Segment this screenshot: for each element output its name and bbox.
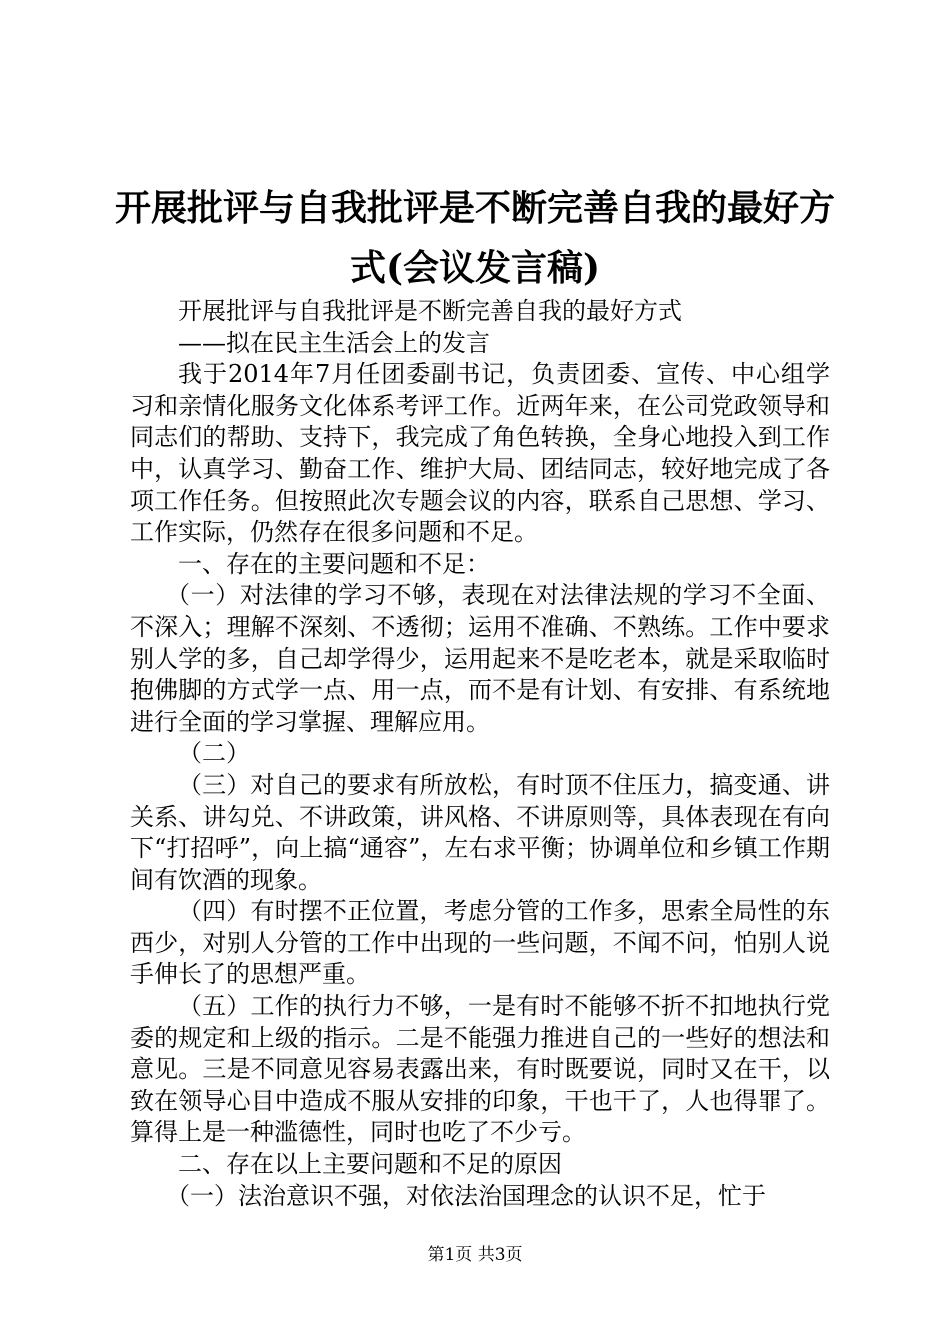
document-body <box>130 296 830 1212</box>
paragraph-intro: 我于2014年7月任团委副书记，负责团委、宣传、中心组学习和亲情化服务文化体系考评工作。近两年来，在公司党政领导和同志们的帮助、支持下，我完成了角色转换，全身心地投入到工作中，认真学习、勤奋工作、维护大局、团结同志，较好地完成了各项工作任务。但按照此次专题会议的内容，联系自己思想、学习、工作实际，仍然存在很多问题和不足。 <box>130 360 830 547</box>
page-footer: 第1页 共3页 <box>427 1245 523 1265</box>
subtitle-line-2: ——拟在民主生活会上的发言 <box>178 328 490 357</box>
section-heading-2: 二、存在以上主要问题和不足的原因 <box>178 1150 562 1179</box>
subtitle-line-1: 开展批评与自我批评是不断完善自我的最好方式 <box>178 297 682 325</box>
paragraph-item-2: （二） <box>178 739 250 768</box>
document-title: 开展批评与自我批评是不断完善自我的最好方式(会议发言稿) <box>114 187 835 289</box>
paragraph-item-3: （三）对自己的要求有所放松，有时顶不住压力，搞变通、讲关系、讲勾兑、不讲政策，讲风格、不讲原则等，具体表现在有向下“打招呼”，向上搞“通容”，左右求平衡；协调单位和乡镇工作期间有饮酒的现象。 <box>130 770 830 894</box>
paragraph-item-1: （一）对法律的学习不够，表现在对法律法规的学习不全面、不深入；理解不深刻、不透彻；运用不准确、不熟练。工作中要求别人学的多，自己却学得少，运用起来不是吃老本，就是采取临时抱佛脚的方式学一点、用一点，而不是有计划、有安排、有系统地进行全面的学习掌握、理解应用。 <box>130 581 830 736</box>
paragraph-item-5: （五）工作的执行力不够，一是有时不能够不折不扣地执行党委的规定和上级的指示。二是不能强力推进自己的一些好的想法和意见。三是不同意见容易表露出来，有时既要说，同时又在干，以致在领导心目中造成不服从安排的印象，干也干了，人也得罪了。算得上是一种滥德性，同时也吃了不少亏。 <box>130 992 830 1147</box>
paragraph-cause-1: （一）法治意识不强，对依法治国理念的认识不足，忙于 <box>166 1181 766 1210</box>
paragraph-item-4: （四）有时摆不正位置，考虑分管的工作多，思索全局性的东西少，对别人分管的工作中出现的一些问题，不闻不问，怕别人说手伸长了的思想严重。 <box>130 897 830 989</box>
section-heading-1: 一、存在的主要问题和不足： <box>178 549 490 578</box>
